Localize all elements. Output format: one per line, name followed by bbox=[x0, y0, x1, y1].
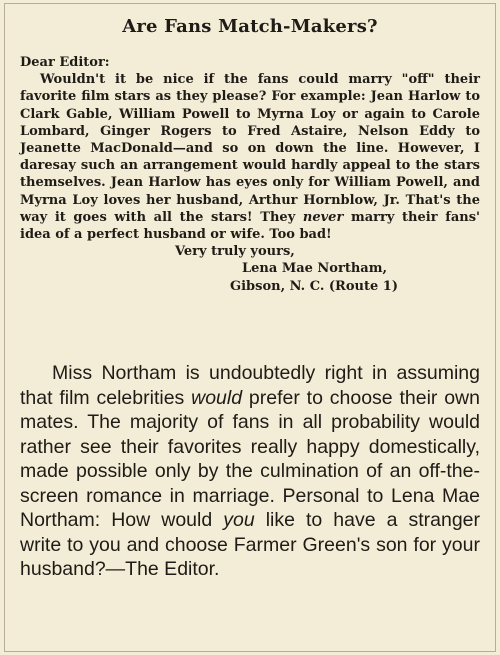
letter-body-part1: Wouldn't it be nice if the fans could marry "off" their favorite film stars as they please? For example: Jean Harlow to Clark Gable, William Powell to Myrna Loy or again to Carole Lombard, Ginger Rogers to Fred Astaire, Nelson Eddy to Jeanette MacDonald—and so on down the line. However, I daresay such an arrangement would hardly appeal to the stars themselves. Jean Harlow has eyes only for William Powell, and Myrna Loy loves her husband, Arthur Hornblow, Jr. That's the way it goes with all the stars! They bbox=[20, 72, 480, 225]
reply-part3: like to have a stranger write to you and choose Farmer Green's son for your husband?—The Editor. bbox=[20, 509, 481, 580]
letter-salutation: Dear Editor: bbox=[20, 55, 110, 70]
article-title: Are Fans Match-Makers? bbox=[122, 16, 378, 37]
editor-reply bbox=[20, 361, 480, 582]
letter-body bbox=[20, 71, 480, 243]
letter-body-part2: marry their fans' idea of a perfect husband or wife. Too bad! bbox=[20, 209, 480, 243]
reply-part2: prefer to choose their own mates. The majority of fans in all probability would rather see their favorites really happy domestically, made possible only by the culmination of an off-the-screen romance in marriage. Personal to Lena Mae Northam: How would bbox=[20, 386, 480, 531]
reply-emphasis-would: would bbox=[191, 386, 243, 409]
letter-closing: Very truly yours, bbox=[175, 244, 295, 260]
letter-location: Gibson, N. C. (Route 1) bbox=[230, 278, 398, 294]
reader-letter bbox=[20, 54, 480, 295]
letter-body-emphasis: never bbox=[302, 209, 344, 225]
reply-emphasis-you: you bbox=[223, 509, 255, 531]
letter-signature: Lena Mae Northam, bbox=[242, 261, 387, 277]
reply-part1: Miss Northam is undoubtedly right in assuming that film celebrities bbox=[20, 362, 480, 409]
